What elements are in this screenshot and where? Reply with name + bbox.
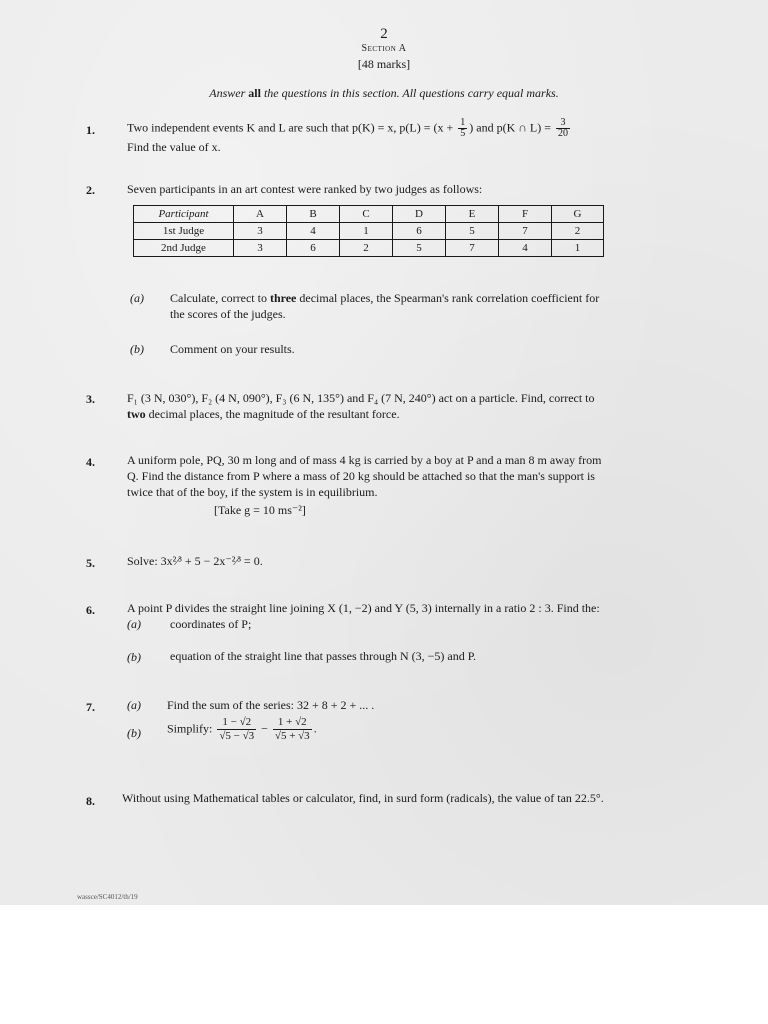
q7b-fraction-1 [217,716,256,743]
q6-part-b: equation of the straight line that passes through N (3, −5) and P. [170,649,477,663]
q3-text-line1: F₁ (3 N, 030°), F₂ (4 N, 090°), F₃ (6 N, 135°) and F₄ (7 N, 240°) act on a particle. Find, correct to [127,391,595,405]
table-cell: 3 [234,240,287,257]
question-8: Without using Mathematical tables or calculator, find, in surd form (radicals), the value of tan 22.5°. [122,791,604,805]
table-cell: 5 [393,240,446,257]
q2a-text-pre: Calculate, correct to [170,291,270,305]
q6-part-a: coordinates of P; [170,617,252,631]
table-header-cell: A [234,206,287,223]
q7b-minus: − [258,721,271,736]
table-cell: 5 [446,223,499,240]
table-cell: 2nd Judge [134,240,234,257]
question-2-intro: Seven participants in an art contest were ranked by two judges as follows: [127,182,483,196]
q7-part-a: Find the sum of the series: 32 + 8 + 2 + ... . [167,698,375,712]
question-6: A point P divides the straight line joining X (1, −2) and Y (5, 3) internally in a ratio 2 : 3. Find the: [127,601,600,615]
q4-text-line1: A uniform pole, PQ, 30 m long and of mass 4 kg is carried by a boy at P and a man 8 m away from [127,453,602,467]
instructions-post: the questions in this section. All questions carry equal marks. [260,86,559,100]
question-5: Solve: 3x²⁄³ + 5 − 2x⁻²⁄³ = 0. [127,554,263,568]
q6-part-a-label: (a) [127,617,141,631]
question-4-number: 4. [86,455,95,469]
page-number: 2 [380,26,388,42]
q4-text-line2: Q. Find the distance from P where a mass of 20 kg should be attached so that the man's support is [127,469,595,483]
question-3 [127,390,667,422]
table-cell: 1 [552,240,604,257]
q7b-frac1-num: 1 − √2 [217,716,256,730]
table-header-cell: D [393,206,446,223]
q7b-period: . [313,721,317,736]
instructions [0,86,768,101]
question-7-number: 7. [86,700,95,714]
q7-part-b-label: (b) [127,726,141,740]
q1-frac1-num: 1 [460,117,466,128]
rankings-table [133,205,604,257]
q2a-text-bold: three [269,291,297,305]
q1-text-line2: Find the value of x. [127,140,221,154]
q7b-simplify-label: Simplify: [167,721,216,736]
q1-fraction-2 [556,118,570,139]
table-cell: 2 [552,223,604,240]
table-cell: 6 [393,223,446,240]
q2a-text-line2: the scores of the judges. [170,307,286,321]
q2-part-b: Comment on your results. [170,342,295,356]
q2-part-a [170,290,660,322]
question-8-number: 8. [86,794,95,808]
table-cell: 4 [499,240,552,257]
instructions-pre: Answer [209,86,249,100]
q7b-frac2-den: √5 + √3 [274,730,310,742]
table-header-cell: B [287,206,340,223]
section-marks: [48 marks] [357,57,411,71]
q7b-fraction-2 [273,716,312,743]
question-1-number: 1. [86,123,95,137]
q3-text-bold: two [127,407,146,421]
table-cell: 1st Judge [134,223,234,240]
question-2-number: 2. [86,183,95,197]
q7b-frac1-den: √5 − √3 [219,730,255,742]
question-4 [127,452,667,500]
table-cell: 2 [340,240,393,257]
q1-frac1-den: 5 [460,128,466,139]
question-5-number: 5. [86,556,95,570]
q6-part-b-label: (b) [127,650,141,664]
table-header-cell: Participant [134,206,234,223]
q7-part-b [167,716,317,743]
table-row [134,240,604,257]
table-header-cell: C [340,206,393,223]
table-header-cell: E [446,206,499,223]
paper-code: wassce/SC4012/th/19 [77,893,138,901]
q1-text-a: Two independent events K and L are such that p(K) = x, p(L) = (x + [127,120,457,135]
q1-frac2-num: 3 [556,118,570,129]
q7-part-a-label: (a) [127,698,141,712]
question-1 [127,118,647,155]
q3-text-line2: decimal places, the magnitude of the resultant force. [145,407,400,421]
q2a-text-post: decimal places, the Spearman's rank correlation coefficient for [296,291,600,305]
question-6-number: 6. [86,603,95,617]
table-cell: 3 [234,223,287,240]
table-header-row [134,206,604,223]
q1-frac2-den: 20 [558,128,569,139]
q1-fraction-1 [458,118,467,139]
table-cell: 1 [340,223,393,240]
q4-gravity-note: [Take g = 10 ms⁻²] [214,503,306,517]
table-cell: 4 [287,223,340,240]
q1-text-b: ) and p(K ∩ L) = [469,120,555,135]
table-cell: 7 [499,223,552,240]
table-row [134,223,604,240]
q2-part-b-label: (b) [130,342,144,356]
section-title: Section A [361,43,407,54]
q2-part-a-label: (a) [130,291,144,305]
instructions-bold: all [248,86,261,100]
table-cell: 6 [287,240,340,257]
q7b-frac2-num: 1 + √2 [273,716,312,730]
q4-text-line3: twice that of the boy, if the system is in equilibrium. [127,485,378,499]
question-3-number: 3. [86,392,95,406]
table-cell: 7 [446,240,499,257]
table-header-cell: F [499,206,552,223]
table-header-cell: G [552,206,604,223]
